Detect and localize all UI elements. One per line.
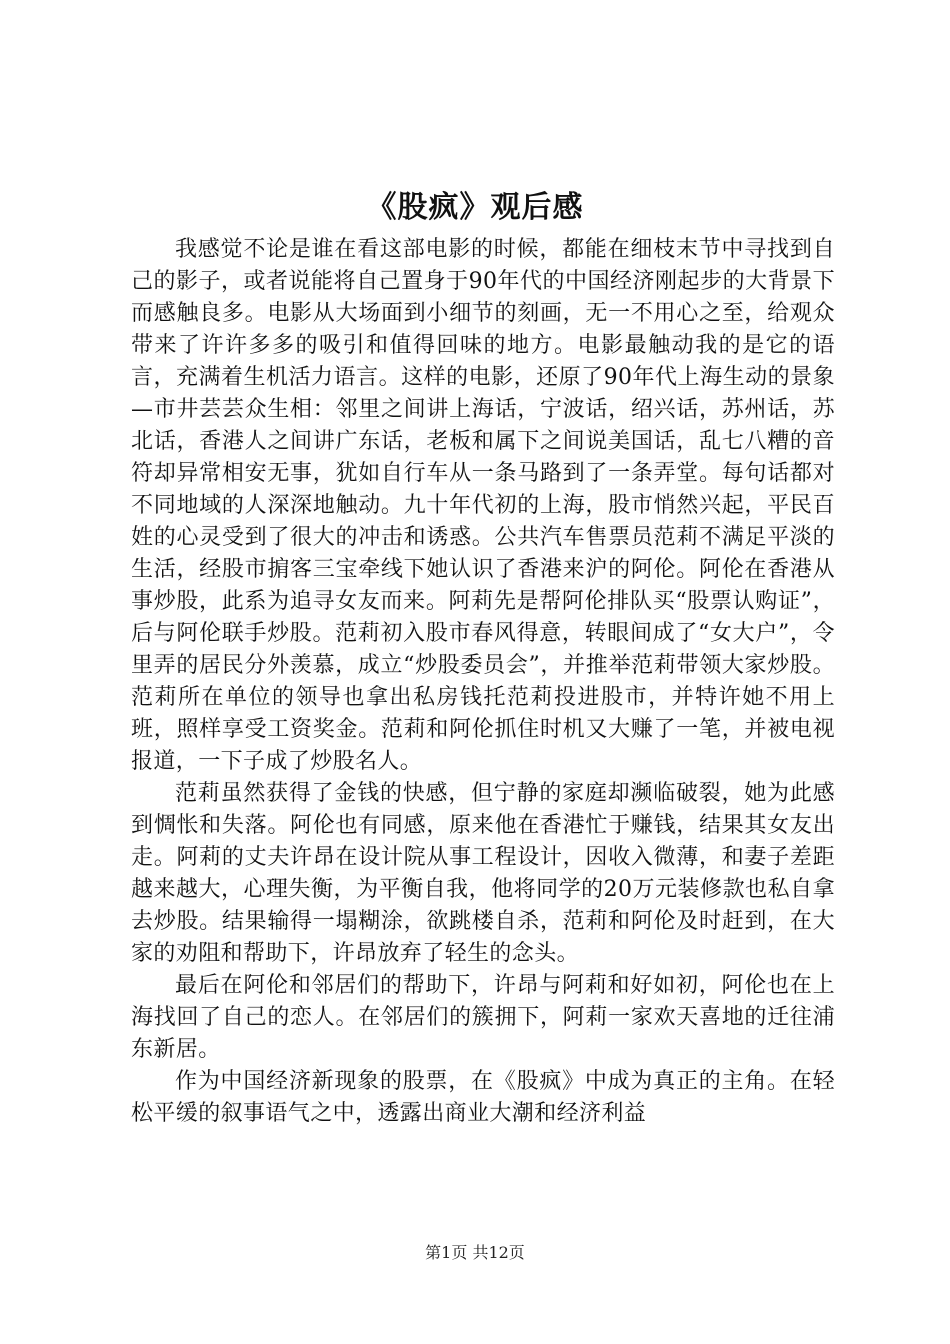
page-number-footer: 第1页 共12页 xyxy=(425,1243,525,1262)
document-body xyxy=(131,234,835,1184)
paragraph: 我感觉不论是谁在看这部电影的时候，都能在细枝末节中寻找到自己的影子，或者说能将自己置身于90年代的中国经济刚起步的大背景下而感触良多。电影从大场面到小细节的刻画，无一不用心之至，给观众带来了许许多多的吸引和值得回味的地方。电影最触动我的是它的语言，充满着生机活力语言。这样的电影，还原了90年代上海生动的景象—市井芸芸众生相：邻里之间讲上海话，宁波话，绍兴话，苏州话，苏北话，香港人之间讲广东话，老板和属下之间说美国话，乱七八糟的音符却异常相安无事，犹如自行车从一条马路到了一条弄堂。每句话都对不同地域的人深深地触动。九十年代初的上海，股市悄然兴起，平民百姓的心灵受到了很大的冲击和诱惑。公共汽车售票员范莉不满足平淡的生活，经股市掮客三宝牵线下她认识了香港来沪的阿伦。阿伦在香港从事炒股，此系为追寻女友而来。阿莉先是帮阿伦排队买“股票认购证”，后与阿伦联手炒股。范莉初入股市春风得意，转眼间成了“女大户”，令里弄的居民分外羡慕，成立“炒股委员会”，并推举范莉带领大家炒股。范莉所在单位的领导也拿出私房钱托范莉投进股市，并特许她不用上班，照样享受工资奖金。范莉和阿伦抓住时机又大赚了一笔，并被电视报道，一下子成了炒股名人。 xyxy=(131,237,835,774)
paragraph: 范莉虽然获得了金钱的快感，但宁静的家庭却濒临破裂，她为此感到惆怅和失落。阿伦也有同感，原来他在香港忙于赚钱，结果其女友出走。阿莉的丈夫许昂在设计院从事工程设计，因收入微薄，和妻子差距越来越大，心理失衡，为平衡自我，他将同学的20万元装修款也私自拿去炒股。结果输得一塌糊涂，欲跳楼自杀，范莉和阿伦及时赶到，在大家的劝阻和帮助下，许昂放弃了轻生的念头。 xyxy=(131,781,835,966)
document-title: 《股疯》观后感 xyxy=(366,190,584,225)
paragraph: 作为中国经济新现象的股票，在《股疯》中成为真正的主角。在轻松平缓的叙事语气之中，透露出商业大潮和经济利益 xyxy=(131,1069,835,1126)
paragraph: 最后在阿伦和邻居们的帮助下，许昂与阿莉和好如初，阿伦也在上海找回了自己的恋人。在邻居们的簇拥下，阿莉一家欢天喜地的迁往浦东新居。 xyxy=(131,973,835,1062)
